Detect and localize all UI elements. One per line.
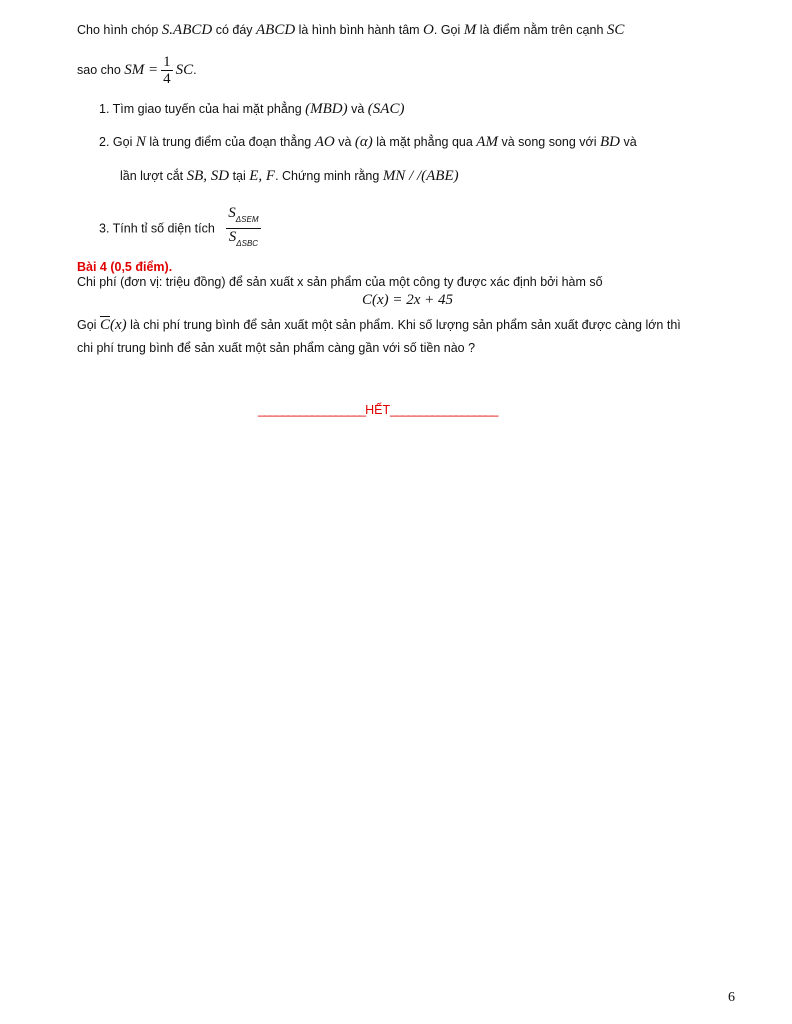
end-word: HẾT [365,403,391,417]
intro-line-2 [77,54,197,87]
cost-formula [362,292,453,309]
intro-text: sao cho [77,62,125,77]
math-am: AM [476,134,498,150]
question-text: tại [229,169,250,183]
question-text: và song song với [497,135,600,149]
math-sm: SM = [124,61,159,78]
math-edge: SC [606,22,625,38]
exercise-4-title: Bài 4 (0,5 điểm). [77,260,173,274]
math-base: ABCD [256,22,296,38]
math-x: (x) [109,317,127,333]
question-2-line-2 [120,168,459,185]
exercise-text: là chi phí trung bình để sản xuất một sản phẩm. Khi số lượng sản phẩm sản xuất được càng lớn thì [126,318,681,332]
question-text: 1. Tìm giao tuyến của hai mặt phẳng [99,102,306,116]
page-number: 6 [728,990,735,1005]
end-rule-left: __________________ [258,403,366,417]
fraction-denominator: 4 [163,71,171,87]
fraction-one-quarter [161,54,173,87]
intro-text: là hình bình hành tâm [295,23,424,37]
exercise-text: Gọi [77,318,100,332]
question-text: . Chứng minh rằng [275,169,383,183]
math-point-m: M [463,22,477,38]
question-text: là mặt phẳng qua [372,135,477,149]
math-n: N [135,134,146,150]
math-center: O [423,22,434,38]
math-plane-mbd: (MBD) [305,101,348,117]
intro-text: . [193,62,197,77]
intro-line-1 [77,22,624,39]
fraction-numerator: 1 [163,54,171,70]
math-bd: BD [599,134,620,150]
intro-text: là điểm nằm trên cạnh [476,23,607,37]
question-text: và [334,135,355,149]
math-plane-sac: (SAC) [367,101,405,117]
question-2-line-1 [99,134,637,151]
math-sb-sd: SB, SD [186,168,230,184]
question-1 [99,101,404,118]
intro-text: . Gọi [433,23,464,37]
intro-text: Cho hình chóp [77,23,162,37]
math-sc: SC [175,61,194,78]
area-ratio-fraction [226,205,260,252]
intro-text: có đáy [212,23,256,37]
area-ratio-denominator: $S_{\Delta SBC}$ [228,229,259,248]
math-ao: AO [314,134,335,150]
math-alpha: (α) [354,134,373,150]
exercise-4-line-1: Chi phí (đơn vị: triệu đồng) để sản xuất x sản phẩm của một công ty được xác định bởi hàm số [77,275,603,289]
question-text: là trung điểm của đoạn thẳng [145,135,315,149]
exercise-4-line-3: chi phí trung bình để sản xuất một sản phẩm càng gần với số tiền nào ? [77,341,476,355]
math-pyramid: S.ABCD [161,22,213,38]
question-text: 2. Gọi [99,135,136,149]
exercise-4-line-2 [77,317,681,334]
math-e-f: E, F [249,168,276,184]
question-text: 3. Tính tỉ số diện tích [99,221,215,236]
question-text: và [347,102,368,116]
question-3 [99,205,264,252]
math-mn-parallel: MN / /(ABE) [382,168,459,184]
cost-formula-text: C(x) = 2x + 45 [362,292,454,308]
math-average-cost: $\overline{C}$ [99,317,110,333]
end-rule-right: __________________ [390,403,498,417]
question-text: và [619,135,637,149]
question-text: lần lượt cắt [120,169,187,183]
area-ratio-numerator: $S_{\Delta SEM}$ [226,205,260,229]
end-marker [258,403,497,417]
